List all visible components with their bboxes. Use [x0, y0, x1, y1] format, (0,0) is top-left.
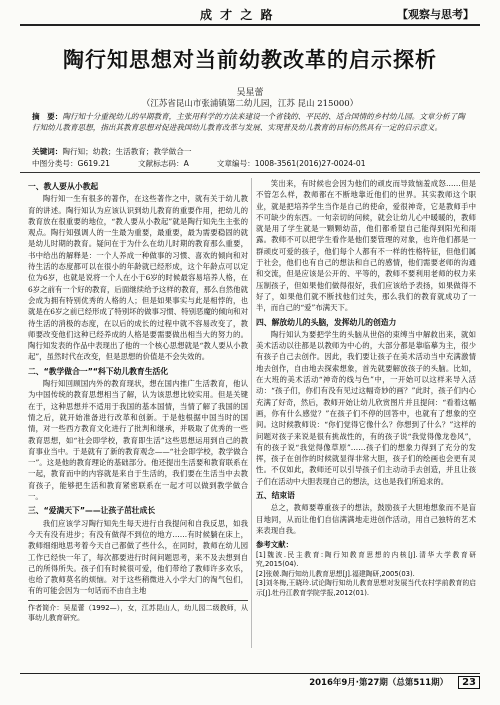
section-heading: 二、“教学做合一”“科下幼儿教育生活化 — [28, 366, 169, 376]
keywords-text: 陶行知；幼教；生活教育；教学做合一 — [62, 147, 192, 156]
journal-name: 成 才 之 路 — [200, 7, 275, 22]
paragraph: 总之，教师要尊重孩子的想法，鼓励孩子大胆地想象而不是盲目地同，从而让他们自信满满地走进创作活动，用自己独特的艺术来表现自我。 — [256, 503, 476, 535]
author-footnote: 作者简介：吴星蕾（1992—），女，江苏昆山人，幼儿园二级教师，从事幼儿教育研究。 — [28, 600, 248, 623]
section-heading: 五、结束语 — [256, 491, 295, 501]
keywords — [32, 146, 468, 157]
section-tag: 【观察与思考】 — [397, 8, 474, 21]
column-divider — [251, 178, 252, 648]
page-header — [20, 4, 480, 26]
paragraph: 陶行知一生有很多的著作，在这些著作之中，就有关于幼儿教育的讲述。陶行知认为应该认识到幼儿教育的重要作用，把幼儿的教育放在很重要的地位，“教人要从小教起”就是陶行知先生主张的观点。陶行知强调人的一生最为重要，最重要，最为需要稳固的就是幼儿时期的教育。疑问在于为什么在幼儿时期的教育那么重要，书中给出的解释是：一个人养成一种做事的习惯、喜欢的倾向和对待生活的态度都可以在很小的年龄就已经形成，这个年龄点可以定位为6岁，也就是说将一个人在小于6岁的时候最容易培养人格，在6岁之前有一个好的教育，后面继续给予这样的教育，那么自然他就会成为拥有特别优秀的人格的人；但是如果事实与此是相悖的，也就是在6岁之前已经形成了特别坏的做事习惯、特别恶魔的倾向和对待生活的消极的态度，在以后的成长的过程中就不容易改变了，教师要改变他们这种已经养成的人格是要需要做出相当大的努力的。陶行知发表的作品中表现出了他的一个核心思想就是“教人要从小教起”，虽然时代在改变，但是思想的价值是不会失效的。 — [28, 194, 248, 362]
section-heading: 四、解放幼儿的头脑，发挥幼儿的创造力 — [256, 317, 397, 327]
section-heading: 三、“爱满天下”——让孩子茁壮成长 — [28, 506, 156, 516]
clc-number: 中图分类号：G619.21 — [32, 159, 111, 168]
reference-item: [2]张兢.陶行知幼儿教育思想[J].福建陶研,2005(03). — [256, 569, 415, 578]
abstract-label: 摘 要： — [32, 112, 63, 121]
references-list — [256, 551, 476, 599]
paragraph: 陶行知回顾国内外的教育现状，想在国内推广生活教育，他认为中国传统的教育思想相当了解，认为该思想比较实用。但是关键在于，这种思想并不适用于我国的基本国情，当情了解了我国的国情之后，就开始准备进行改革和创新。于是他根据中国当时的国情，对一些西方教育文化进行了批判和继承，并吸取了优秀的一些教育思想，如“社会即学校，教育即生活”这些思想运用到自己的教育事业当中。于是就有了新的教育观念——“社会即学校，教学做合一”。这是他的教育理论的基础部分。他还提出生活要和教育联系在一起，教育而中的内容就是来自于生活的，我们要在生活当中去教育孩子，能够把生活和教育紧密联系在一起才可以做到教学做合一。 — [28, 379, 248, 502]
abstract-text: 陶行知十分重视幼儿的早期教育，主张用科学的方法来建设一个省钱的、平民的、适合国情的乡村幼儿园。文章分析了陶行知幼儿教育思想，指出其教育思想对促进我国幼儿教育改革与发展、实现普及幼儿教育的目标仍然具有一定的启示意义。 — [32, 112, 465, 132]
header-rule — [20, 172, 480, 173]
abstract — [32, 112, 468, 133]
reference-item: [3]刘冬梅,王晓玲.试论陶行知幼儿教育思想对发展当代农村学前教育的启示[J].牡丹江教育学院学报,2012(01). — [256, 579, 476, 597]
author-name: 吴星蕾 — [236, 88, 264, 98]
paragraph: 笑出来，有时候也会因为他们的顽皮而导致恼羞成怒……但是不管怎么样，教师都在不断地靠近他们的世界。其实教师这个职业，就是把培养学生当作是自己的使命，爱很神奇，它是教师手中不可缺少的东西。一句亲切的问候，就会让幼儿心中暖暖的，教师就是用了学生就是一颗颗幼苗，他们都希望自己能得到阳光和雨露。教师不可以把学生看作是他们要管理的对象，也许他们都是一群顽皮可爱的孩子，他们每个人都有不一样的性格特征，但他们属于社会，他们也有自己的想法和自己的感情，他们需要老师的沟通和交流，但是应该是公开的、平等的，教师不要利用老师的权力来压制孩子，但如果他们做得很好，我们应该给予表扬，如果做得不好了，如果他们就不断找他们过失，那么我们的教育就成功了一半，而自己的“爱”布满天下。 — [256, 179, 476, 313]
page-footer — [20, 673, 480, 690]
references-title: 参考文献： — [256, 540, 293, 550]
article-number: 文章编号：1008-3561(2016)27-0024-01 — [216, 159, 366, 168]
paragraph: 陶行知认为要把学生的头脑从世俗的束缚当中解救出来，就如美术活动以往都是以教师为中心的，大部分都是靠临摹为主，很少有孩子自己去创作。因此，我们要让孩子在美术活动当中充满激情地去创作，自由地去探索想象，首先就要解放孩子的头脑。比如，在大班的美术活动“神奇的线与色”中，一开始可以这样来导入活动：“孩子们，你们有没有见过这幅奇妙的画？”此时，孩子们内心充满了好奇，然后，教师开始让幼儿欣赏图片并且提问：“看着这幅画，你有什么感觉？”在孩子们不停的回答中，也就有了想象的空间。这时候教师说：“你们觉得它像什么？你想到了什么？”这样的问题对孩子来说是很有挑战性的，有的孩子说“我觉得像龙卷风”，有的孩子说“我觉得像草原”……孩子们的想象力得到了充分的发挥，孩子在创作的时候就显得非常大胆，孩子们的绘画也会更有灵性。不仅如此，教师还可以引导孩子们主动动手去创造，并且让孩子们在活动中大胆表现自己的想法，这也是我们所追求的。 — [256, 329, 476, 486]
page-number: 23 — [458, 676, 480, 689]
section-heading: 一、教人要从小教起 — [28, 182, 99, 191]
article-title: 陶行知思想对当前幼教改革的启示探析 — [63, 47, 437, 72]
left-column — [28, 178, 248, 648]
author-affiliation: （江苏省昆山市张浦镇第二幼儿园，江苏 昆山 215000） — [141, 99, 359, 109]
paragraph: 我们应该学习陶行知先生每天进行自我提问和自我反思，如我今天有没有进步；有没有做得不到位的地方……有时候躺在床上，教师细细地思考着今天自己都做了些什么，在同时，教师在幼儿园工作已经快一年了，每次都要进行时间问题思考，来不及去想到自己的所得所失。孩子们有时候很可爱，他们带给了教师许多欢乐，也给了教师莫名的烦恼。对于这些稍微进入小学大门的淘气包们，有的可能会因为一句话而不由自主地 — [28, 518, 248, 596]
document-code: 文献标志码：A — [138, 159, 189, 168]
keywords-label: 关键词： — [32, 147, 63, 156]
reference-item: [1]魏波.民主教育:陶行知教育思想的内核[J].清华大学教育研究,2015(04). — [256, 550, 476, 569]
issue-info: 2016年9月·第27期（总第511期） — [309, 678, 449, 688]
right-column — [256, 178, 476, 648]
classification-line — [32, 158, 468, 169]
